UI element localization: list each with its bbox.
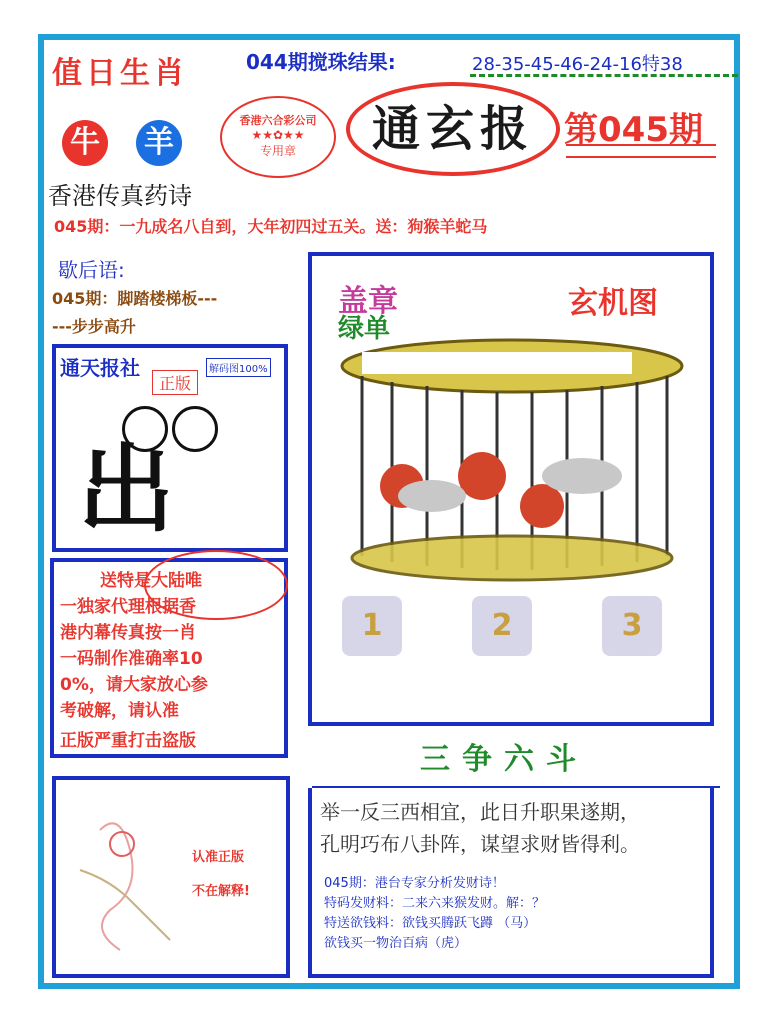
tiantian-stamp: 正版 [152, 370, 198, 395]
xiehouyu-heading: 歇后语: [58, 258, 125, 282]
draw-numbers: 28-35-45-46-24-16特38 [472, 54, 683, 75]
notice-box [50, 558, 288, 758]
zodiac-ox: 牛 [62, 120, 108, 166]
doors-row [322, 586, 702, 666]
company-stamp [220, 96, 336, 178]
tiantian-badge: 解码图100% [206, 358, 271, 377]
ball-right-icon [172, 406, 218, 452]
notice-line-1: 送特是大陆唯 [100, 571, 202, 591]
caption: 三争六斗 [420, 742, 588, 777]
paper-name: 通玄报 [371, 101, 534, 157]
tiantian-big-char: 出 [78, 434, 174, 546]
door-1: 1 [342, 596, 402, 656]
jixuan-left-title: 盖章 [338, 284, 398, 319]
notice-line-5: 0%，请大家放心参 [60, 675, 208, 695]
draw-label: 044期搅珠结果: [246, 50, 396, 74]
jixuan-right-title: 玄机图 [568, 286, 658, 321]
poem-detail2: 特码发财料：二来六来猴发财。解：？ [324, 896, 546, 911]
zodiac-goat: 羊 [136, 120, 182, 166]
notice-stamp-ring [144, 550, 288, 620]
tiantian-box [52, 344, 288, 552]
stamp-bottom: 专用章 [259, 144, 296, 158]
header-title: 值日生肖 [52, 56, 188, 91]
jixuan-box [308, 252, 714, 726]
bottom-left-box [52, 776, 290, 978]
door-2: 2 [472, 596, 532, 656]
tip-line: 045期：一九成名八自到，大年初四过五关。送：狗猴羊蛇马 [54, 217, 488, 236]
cage-illustration [332, 336, 692, 586]
notice-line-2: 一独家代理根据香 [60, 597, 196, 617]
jixuan-left-sub: 绿单 [338, 314, 391, 344]
poem-line2: 孔明巧布八卦阵，谋望求财皆得利。 [320, 832, 640, 856]
poem-line1: 举一反三西相宜，此日升职果遂期， [320, 800, 640, 824]
issue-underline [566, 144, 716, 158]
door-3: 3 [602, 596, 662, 656]
notice-line-3: 港内幕传真按一肖 [60, 623, 196, 643]
poem-detail4: 欲钱买一物治百病（虎） [324, 936, 468, 951]
sketch-illustration [70, 810, 180, 960]
paper-name-ring [346, 82, 560, 176]
tiantian-title: 通天报社 [60, 356, 140, 380]
xiehouyu-line2: ---步步高升 [52, 317, 136, 336]
notice-line-4: 一码制作准确率10 [60, 649, 203, 669]
poem-detail1: 045期：港台专家分析发财诗！ [324, 876, 505, 891]
xiehouyu-line1: 045期：脚踏楼梯板--- [52, 289, 218, 308]
draw-underline [470, 74, 738, 77]
poem-detail3: 特送欲钱料：欲钱买腾跃飞蹲 （马） [324, 916, 537, 931]
notice-line-7: 正版严重打击盗版 [60, 731, 196, 751]
bottom-left-line1: 认准正版 [192, 850, 245, 865]
notice-line-6: 考破解，请认准 [60, 701, 179, 721]
bottom-left-line2: 不在解释! [192, 884, 250, 899]
poem-box [308, 788, 714, 978]
stamp-stars-icon: ★★✿★★ [251, 128, 305, 142]
issue-number: 第045期 [564, 110, 703, 150]
stamp-text: 香港六合彩公司 [239, 114, 317, 127]
subtitle: 香港传真药诗 [48, 182, 192, 210]
